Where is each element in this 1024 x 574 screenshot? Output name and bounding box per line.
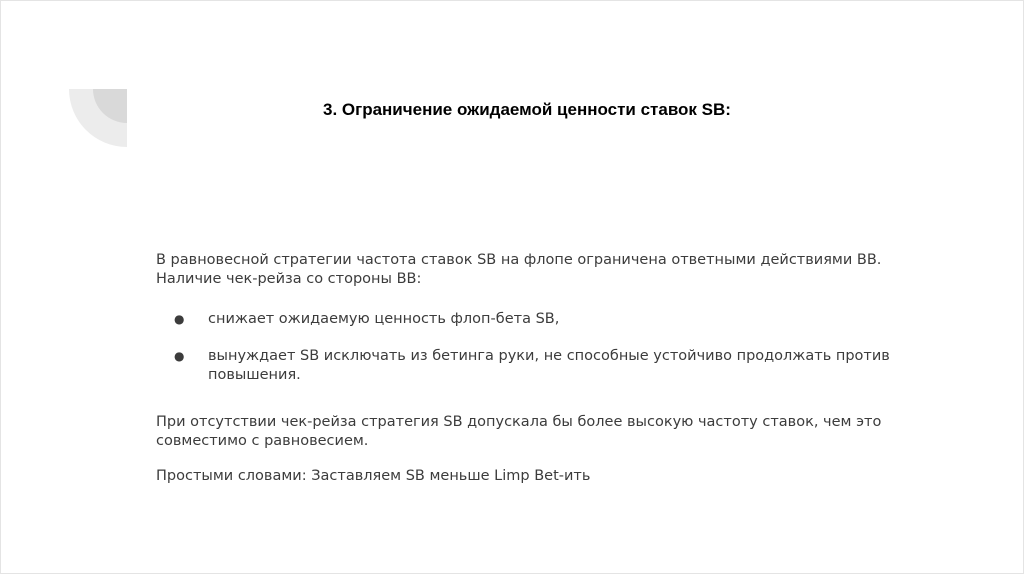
slide-title: 3. Ограничение ожидаемой ценности ставок SB:	[323, 100, 731, 119]
paragraph-no-check-raise: При отсутствии чек-рейза стратегия SB допускала бы более высокую частоту ставок, чем это совместимо с равновесием.	[156, 414, 882, 449]
intro-paragraph	[156, 251, 936, 289]
intro-line-1: В равновесной стратегии частота ставок SB на флопе ограничена ответными действиями BB.	[156, 252, 882, 268]
bullet-dot-icon: ●	[174, 312, 185, 326]
bullet-dot-icon: ●	[174, 349, 185, 363]
intro-line-2: Наличие чек-рейза со стороны BB:	[156, 271, 422, 287]
bullet-text: вынуждает SB исключать из бетинга руки, не способные устойчиво продолжать против повышения.	[208, 348, 890, 383]
list-item	[156, 310, 936, 329]
bullet-list	[156, 310, 936, 385]
list-item	[156, 347, 936, 385]
paragraph-summary: Простыми словами: Заставляем SB меньше Limp Bet-ить	[156, 468, 591, 484]
bullet-text: снижает ожидаемую ценность флоп-бета SB,	[208, 311, 560, 327]
slide-body	[156, 251, 936, 486]
corner-arc-decoration	[69, 89, 127, 147]
